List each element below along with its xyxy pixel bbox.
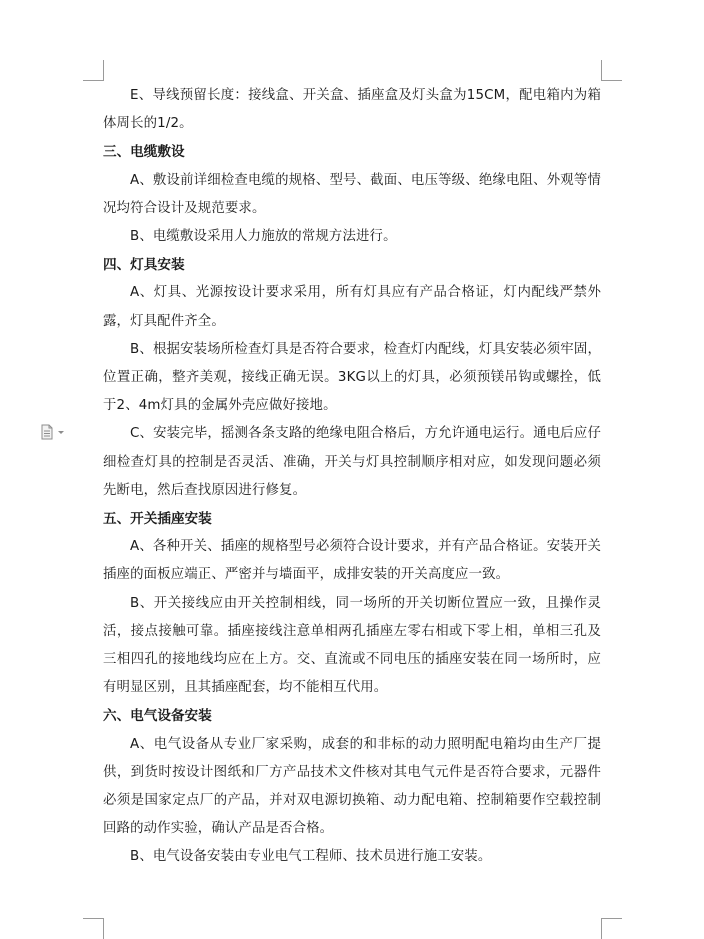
document-body	[103, 82, 601, 872]
paragraph: A、各种开关、插座的规格型号必须符合设计要求，并有产品合格证。安装开关插座的面板应端正、严密并与墙面平，成排安装的开关高度应一致。	[103, 539, 601, 583]
paragraph: A、敷设前详细检查电缆的规格、型号、截面、电压等级、绝缘电阻、外观等情况均符合设计及规范要求。	[103, 172, 601, 216]
crop-mark-bottom-left	[83, 918, 104, 939]
paragraph: B、电缆敷设采用人力施放的常规方法进行。	[130, 229, 397, 245]
paragraph: A、电气设备从专业厂家采购，成套的和非标的动力照明配电箱均由生产厂提供，到货时按设计图纸和厂方产品技术文件核对其电气元件是否符合要求，元器件必须是国家定点厂的产品，并对双电源切换箱、动力配电箱、控制箱要作空载控制回路的动作实验，确认产品是否合格。	[103, 736, 601, 837]
crop-mark-top-left	[83, 60, 104, 81]
document-note-icon[interactable]	[41, 424, 67, 440]
paragraph: B、开关接线应由开关控制相线，同一场所的开关切断位置应一致，且操作灵活，接点接触可靠。插座接线注意单相两孔插座左零右相或下零上相，单相三孔及三相四孔的接地线均应在上方。交、直流或不同电压的插座安装在同一场所时，应有明显区别，且其插座配套，均不能相互代用。	[103, 595, 601, 696]
section-heading: 六、电气设备安装	[103, 708, 212, 725]
section-heading: 三、电缆敷设	[103, 144, 185, 161]
crop-mark-bottom-right	[601, 918, 622, 939]
section-heading: 五、开关插座安装	[103, 511, 212, 528]
crop-mark-top-right	[601, 60, 622, 81]
paragraph: A、灯具、光源按设计要求采用，所有灯具应有产品合格证，灯内配线严禁外露，灯具配件齐全。	[103, 285, 601, 329]
paragraph: E、导线预留长度：接线盒、开关盒、插座盒及灯头盒为15CM，配电箱内为箱体周长的1/2。	[103, 88, 601, 132]
paragraph: B、电气设备安装由专业电气工程师、技术员进行施工安装。	[130, 849, 492, 865]
section-heading: 四、灯具安装	[103, 257, 185, 274]
paragraph: C、安装完毕，摇测各条支路的绝缘电阻合格后，方允许通电运行。通电后应仔细检查灯具的控制是否灵活、准确，开关与灯具控制顺序相对应，如发现问题必须先断电，然后查找原因进行修复。	[103, 426, 601, 498]
paragraph: B、根据安装场所检查灯具是否符合要求，检查灯内配线，灯具安装必须牢固，位置正确，整齐美观，接线正确无误。3KG以上的灯具，必须预镁吊钩或螺拴，低于2、4m灯具的金属外壳应做好接地。	[103, 341, 601, 414]
